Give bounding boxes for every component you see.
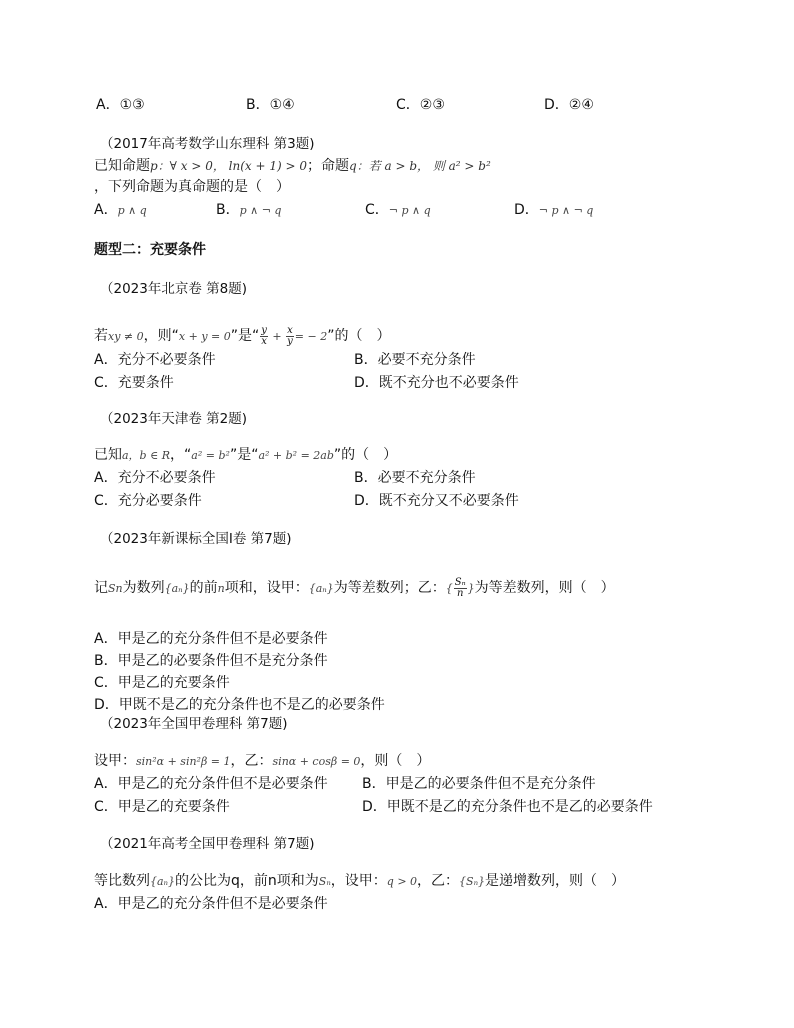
q6-stem-math-4: {Sₙ} [459, 875, 486, 888]
q4-stem-text-b: 为数列 [122, 580, 165, 596]
section-heading: 题型二：充要条件 [94, 242, 206, 258]
q3-option-b: B．必要不充分条件 [354, 470, 476, 486]
q1-option-d-math: ¬ p ∧ ¬ q [538, 204, 594, 217]
q4-stem-text-c: 的前 [189, 580, 218, 596]
q6-stem-text-b: 的公比为q，前n项和为 [175, 873, 319, 889]
q1-stem-math-q: q：若 a > b， 则 a² > b² [348, 159, 491, 173]
q4-stem: 记Sn为数列{aₙ}的前n项和，设甲：{aₙ}为等差数列；乙：{ $\frac{\text{Sₙ}}{n}$ }为等差数列，则（ ） [94, 576, 615, 599]
q2-stem-text-c: ”是“ [230, 328, 260, 344]
q4-stem-math-2: {aₙ} [164, 582, 190, 595]
q2-stem-text-d: ”的（ ） [327, 328, 391, 344]
q5-stem-math-1: sin²α + sin²β = 1 [136, 755, 231, 768]
q0-option-d: D．②④ [544, 97, 594, 113]
q1-stem-text-b: ；命题 [306, 158, 349, 174]
q3-stem [94, 446, 397, 465]
q2-option-d: D．既不充分也不必要条件 [354, 375, 519, 391]
q1-source: （2017年高考数学山东理科 第3题) [100, 136, 315, 152]
q2-fraction-1 [260, 326, 268, 347]
q2-fraction-2-num: x [287, 324, 293, 336]
q2-stem-math-1: xy ≠ 0 [108, 330, 144, 343]
q1-option-b [216, 201, 281, 220]
q5-option-d: D．甲既不是乙的充分条件也不是乙的必要条件 [362, 799, 653, 815]
q2-stem: 若xy ≠ 0，则“x + y = 0”是“ $\frac{y}{x}$ + $\frac{x}{y}$ = − 2”的（ ） [94, 324, 391, 347]
q5-stem-text-c: ，则（ ） [360, 753, 431, 769]
q3-source: （2023年天津卷 第2题) [100, 411, 248, 427]
q3-stem-text-c: ”是“ [229, 447, 259, 463]
q3-stem-text-a: 已知 [94, 447, 122, 463]
q4-stem-text-d: 项和，设甲： [224, 580, 309, 596]
q2-stem-text-b: ，则“ [143, 328, 179, 344]
q5-stem-math-2: sinα + cosβ = 0 [272, 755, 361, 768]
q1-option-a [94, 201, 147, 220]
q4-stem-text-a: 记 [94, 580, 108, 596]
q6-stem-math-2: Sₙ [318, 875, 331, 888]
q6-stem-text-e: 是递增数列，则（ ） [485, 873, 626, 889]
q5-option-b: B．甲是乙的必要条件但不是充分条件 [362, 776, 596, 792]
q5-option-c: C．甲是乙的充要条件 [94, 799, 230, 815]
q1-option-d [514, 201, 593, 220]
q3-stem-text-b: ，“ [170, 447, 192, 463]
q5-stem-text-a: 设甲： [94, 753, 136, 769]
q2-stem-text-a: 若 [94, 328, 108, 344]
q3-option-d: D．既不充分又不必要条件 [354, 493, 519, 509]
q3-stem-text-d: ”的（ ） [333, 447, 398, 463]
q1-option-a-math: p ∧ q [117, 204, 147, 217]
q5-stem [94, 752, 430, 771]
q1-option-b-label: B． [216, 202, 240, 218]
q6-stem-math-3: q > 0 [386, 875, 418, 888]
q4-stem-text-f: 为等差数列，则（ ） [474, 580, 615, 596]
q1-option-a-label: A． [94, 202, 118, 218]
q0-option-a: A．①③ [96, 97, 145, 113]
q6-stem-text-c: ，设甲： [330, 873, 387, 889]
q1-option-c [365, 201, 431, 220]
q1-option-d-label: D． [514, 202, 539, 218]
q4-stem-math-3: n [217, 582, 225, 595]
q3-option-a: A．充分不必要条件 [94, 470, 216, 486]
q6-stem-math-1: {aₙ} [150, 875, 176, 888]
q4-stem-text-e: 为等差数列；乙： [333, 580, 446, 596]
q3-stem-math-2: a² = b² [191, 449, 230, 462]
q2-fraction-1-num: y [261, 324, 267, 336]
q5-source: （2023年全国甲卷理科 第7题) [100, 716, 288, 732]
q0-option-c: C．②③ [396, 97, 445, 113]
q3-option-c: C．充分必要条件 [94, 493, 202, 509]
q0-option-b: B．①④ [246, 97, 295, 113]
q4-fraction-den: n [456, 587, 464, 599]
q6-stem-text-a: 等比数列 [94, 873, 150, 889]
q6-stem-text-d: ，乙： [417, 873, 460, 889]
q1-stem-math-p: p：∀ x > 0， ln(x + 1) > 0 [150, 159, 307, 173]
q2-stem-math-2: x + y = 0 [178, 330, 231, 343]
q2-fraction-1-den: x [261, 335, 267, 347]
q4-stem-math-1: Sn [108, 582, 123, 595]
q1-option-c-math: ¬ p ∧ q [388, 204, 431, 217]
q1-option-b-math: p ∧ ¬ q [239, 204, 282, 217]
q2-stem-math-3: = − 2 [294, 330, 328, 343]
q1-stem-text-a: 已知命题 [94, 158, 150, 174]
q1-stem-cont: ，下列命题为真命题的是（ ） [94, 179, 290, 195]
q1-stem [94, 157, 491, 175]
q4-option-c: C．甲是乙的充要条件 [94, 675, 230, 691]
q4-source: （2023年新课标全国Ⅰ卷 第7题) [100, 531, 292, 547]
q3-stem-math-3: a² + b² = 2ab [258, 449, 334, 462]
q2-option-a: A．充分不必要条件 [94, 352, 216, 368]
q2-fraction-2-den: y [287, 335, 293, 347]
q4-fraction [454, 578, 467, 599]
q2-option-b: B．必要不充分条件 [354, 352, 476, 368]
q5-option-a: A．甲是乙的充分条件但不是必要条件 [94, 776, 328, 792]
q4-fraction-num: Sₙ [454, 576, 466, 588]
q4-option-b: B．甲是乙的必要条件但不是充分条件 [94, 653, 328, 669]
q2-option-c: C．充要条件 [94, 375, 174, 391]
q2-source: （2023年北京卷 第8题) [100, 281, 248, 297]
q4-option-d: D．甲既不是乙的充分条件也不是乙的必要条件 [94, 697, 385, 713]
q1-option-c-label: C． [365, 202, 389, 218]
q6-option-a: A．甲是乙的充分条件但不是必要条件 [94, 896, 328, 912]
q6-stem [94, 872, 625, 891]
q4-option-a: A．甲是乙的充分条件但不是必要条件 [94, 631, 328, 647]
q4-stem-math-4: {aₙ} [308, 582, 334, 595]
q2-fraction-2 [286, 326, 294, 347]
q3-stem-math-1: a，b ∈ R [122, 449, 171, 462]
q5-stem-text-b: ，乙： [230, 753, 273, 769]
q6-source: （2021年高考全国甲卷理科 第7题) [100, 836, 315, 852]
